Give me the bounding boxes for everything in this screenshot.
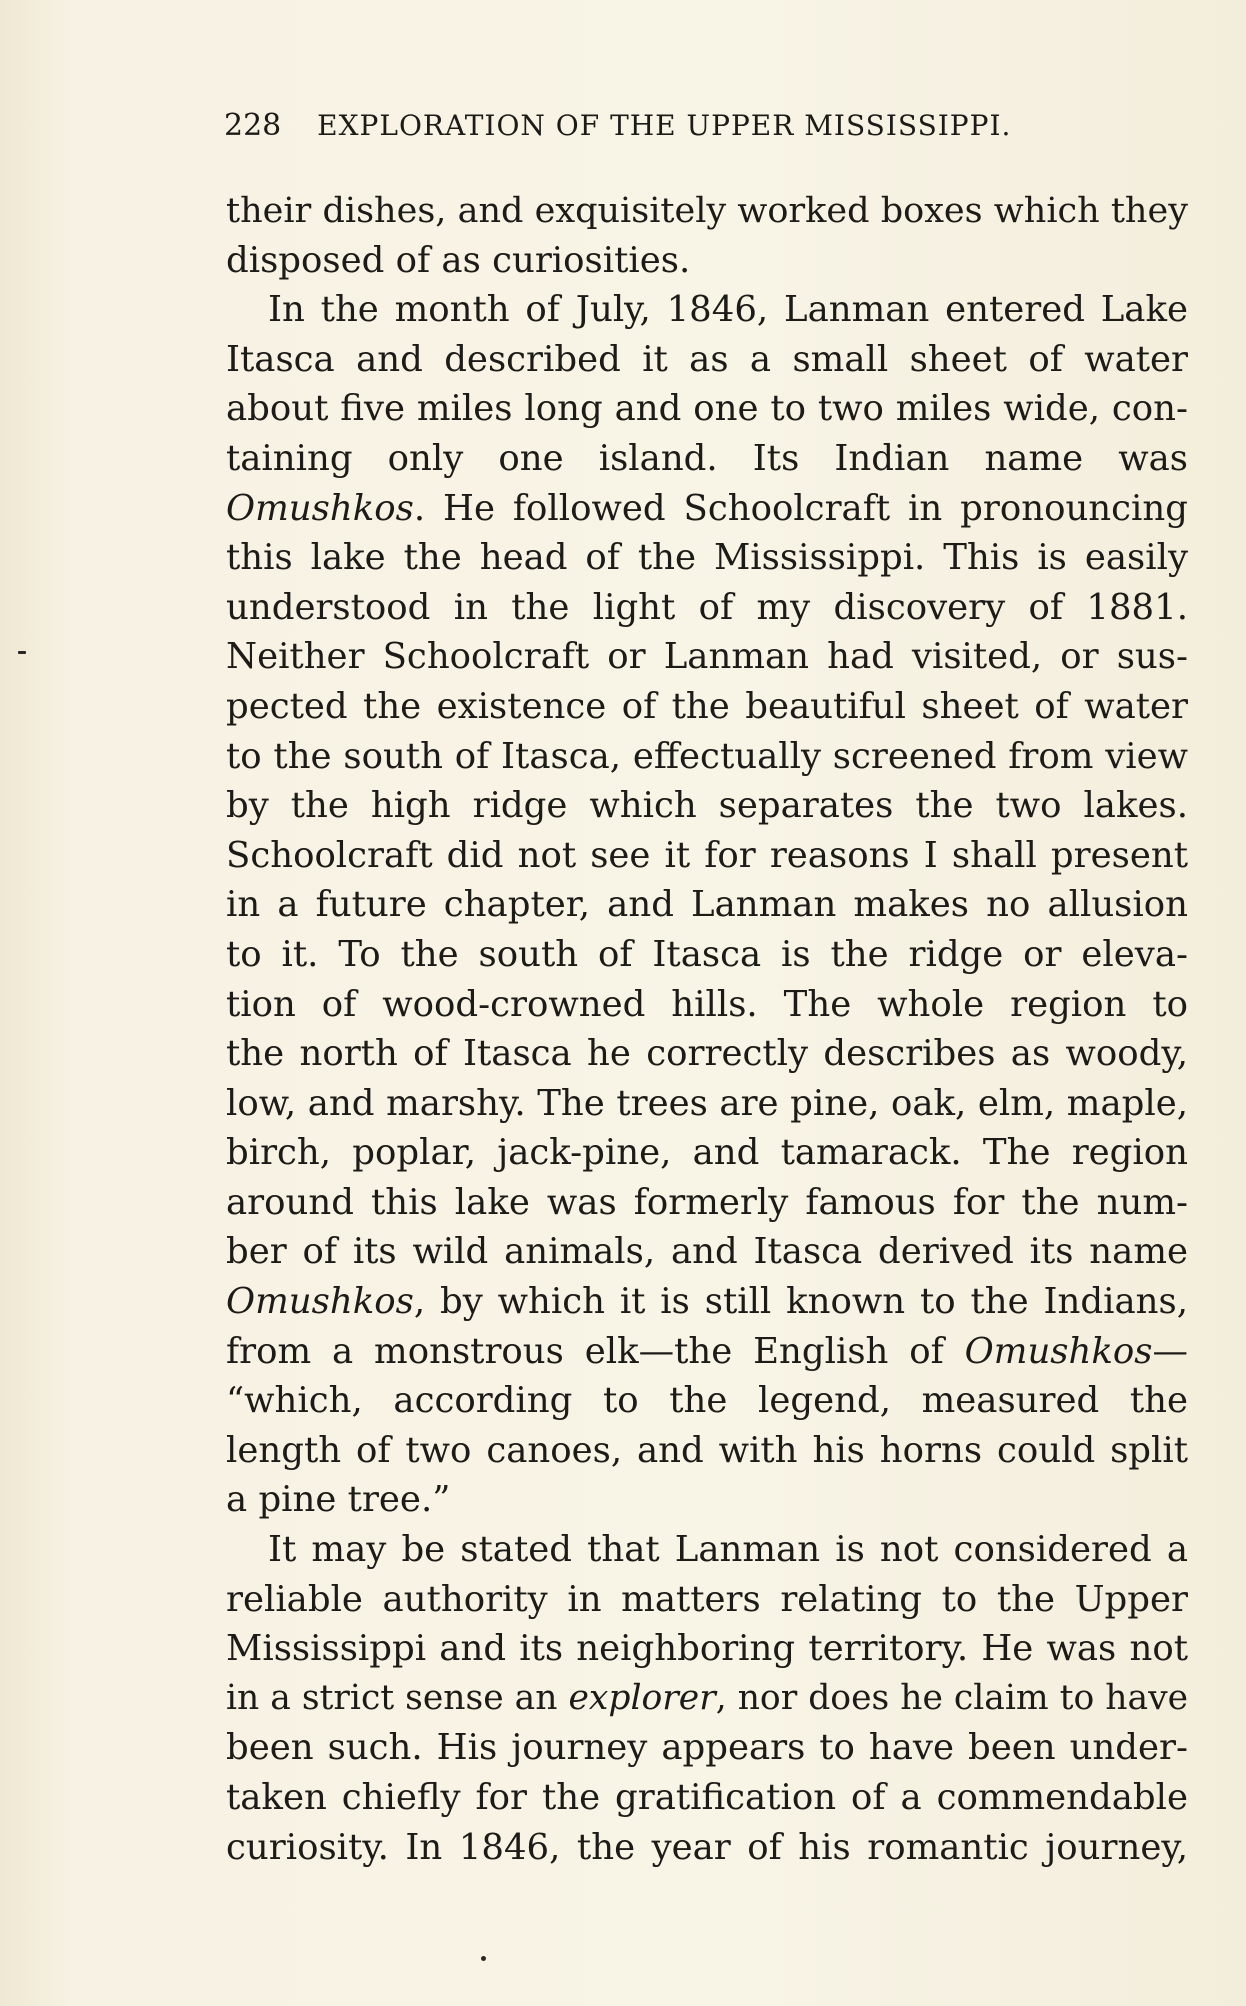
text-line: to it. To the south of Itasca is the ridge or eleva- <box>226 933 1188 975</box>
text-line: Omushkos, by which it is still known to the Indians, <box>226 1281 1188 1323</box>
text-line: In the month of July, 1846, Lanman entered Lake <box>268 289 1188 331</box>
text-line: low, and marshy. The trees are pine, oak, elm, maple, <box>226 1082 1188 1124</box>
running-title: EXPLORATION OF THE UPPER MISSISSIPPI. <box>317 109 1012 142</box>
text-line: to the south of Itasca, effectually screened from view <box>226 735 1188 777</box>
text-line: Neither Schoolcraft or Lanman had visited, or sus- <box>226 636 1188 678</box>
body-text <box>226 186 1188 1872</box>
text-line: ber of its wild animals, and Itasca derived its name <box>226 1231 1188 1273</box>
text-line: Itasca and described it as a small sheet of water <box>226 338 1188 380</box>
running-header <box>224 108 1104 143</box>
text-line: about five miles long and one to two miles wide, con- <box>226 388 1188 430</box>
text-line: tion of wood-crowned hills. The whole region to <box>226 983 1188 1025</box>
text-line: their dishes, and exquisitely worked boxes which they <box>226 190 1188 231</box>
text-line: It may be stated that Lanman is not considered a <box>268 1529 1188 1571</box>
text-line: curiosity. In 1846, the year of his romantic journey, <box>226 1826 1188 1868</box>
text-line: a pine tree.” <box>226 1479 451 1521</box>
margin-speck <box>18 651 26 654</box>
text-line: understood in the light of my discovery of 1881. <box>226 586 1188 628</box>
text-line: taken chiefly for the gratification of a commendable <box>226 1777 1188 1818</box>
text-line: this lake the head of the Mississippi. This is easily <box>226 537 1188 579</box>
bottom-speck <box>481 1956 486 1961</box>
text-line: around this lake was formerly famous for the num- <box>226 1181 1188 1223</box>
text-line: birch, poplar, jack-pine, and tamarack. The region <box>226 1132 1188 1174</box>
text-line: by the high ridge which separates the two lakes. <box>226 785 1188 827</box>
text-line: length of two canoes, and with his horns could split <box>226 1429 1188 1471</box>
text-line: Mississippi and its neighboring territory. He was not <box>226 1628 1188 1670</box>
text-line: from a monstrous elk—the English of Omushkos— <box>226 1330 1188 1372</box>
page-number: 228 <box>224 108 282 143</box>
text-line: Schoolcraft did not see it for reasons I shall present <box>226 834 1188 876</box>
text-line: reliable authority in matters relating to the Upper <box>226 1578 1188 1620</box>
text-line: in a strict sense an explorer, nor does he claim to have <box>226 1677 1188 1718</box>
text-line: been such. His journey appears to have been under- <box>226 1727 1188 1769</box>
text-line: taining only one island. Its Indian name was <box>226 437 1188 479</box>
text-line: “which, according to the legend, measured the <box>226 1380 1188 1422</box>
text-line: disposed of as curiosities. <box>226 239 691 281</box>
text-line: the north of Itasca he correctly describes as woody, <box>226 1033 1188 1075</box>
text-line: in a future chapter, and Lanman makes no allusion <box>226 884 1188 926</box>
text-line: pected the existence of the beautiful sheet of water <box>226 685 1188 727</box>
text-line: Omushkos. He followed Schoolcraft in pronouncing <box>226 487 1188 529</box>
